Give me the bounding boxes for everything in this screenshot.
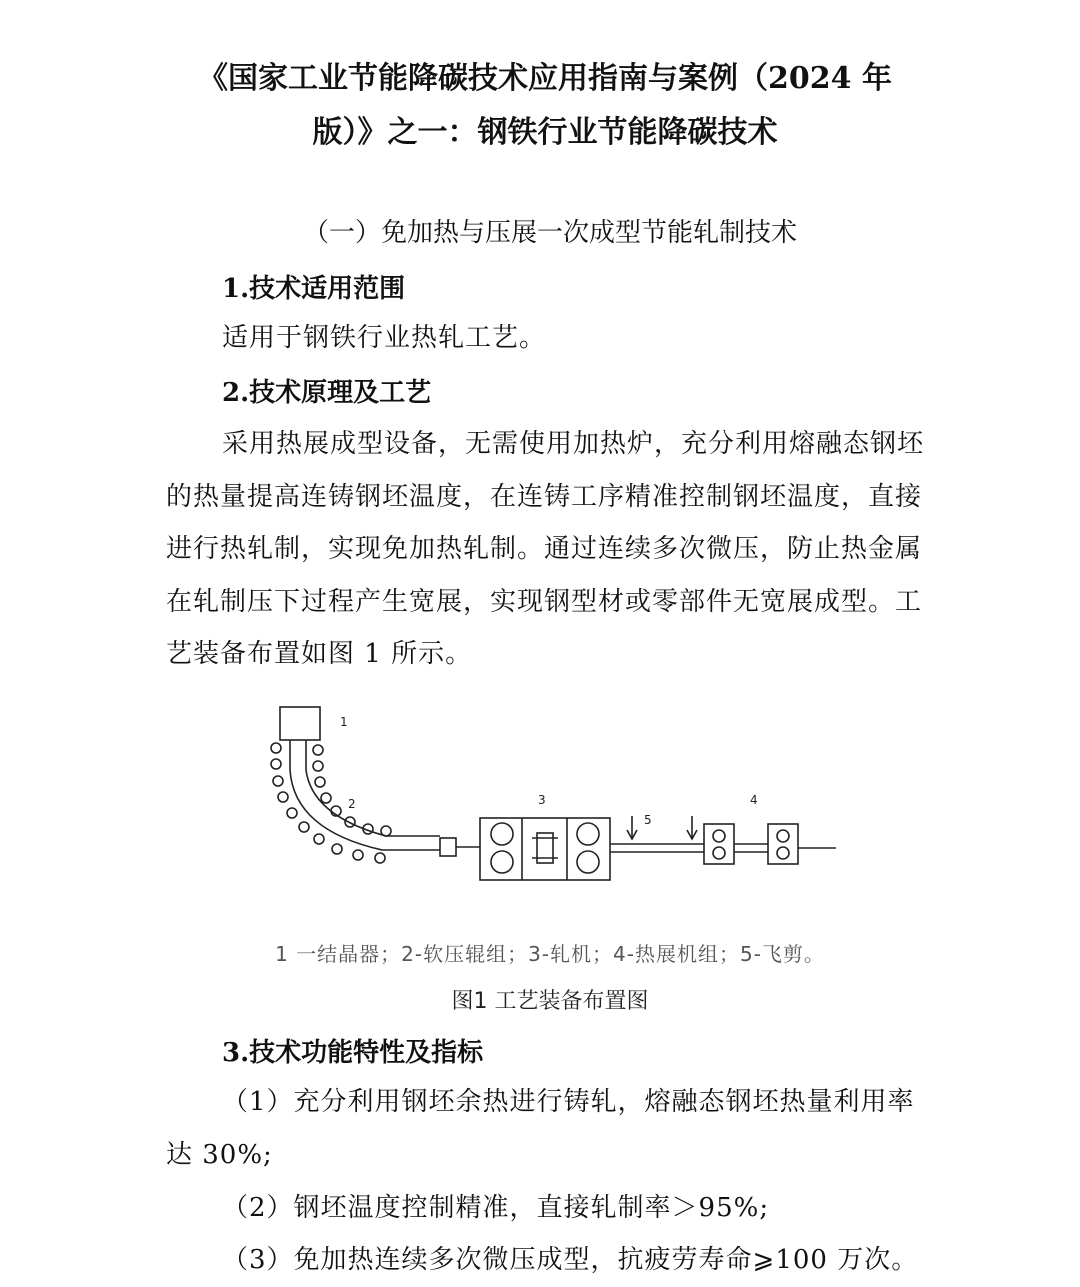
title-line-1: 《国家工业节能降碳技术应用指南与案例（2024 年 bbox=[198, 61, 892, 96]
figure-legend: 1 一结晶器；2-软压辊组；3-轧机；4-热展机组；5-飞剪。 bbox=[275, 942, 825, 966]
feature-item-3: （3）免加热连续多次微压成型，抗疲劳寿命⩾100 万次。 bbox=[222, 1245, 919, 1275]
label-3: 3 bbox=[538, 793, 546, 807]
label-2: 2 bbox=[348, 797, 356, 811]
section-title: （一）免加热与压展一次成型节能轧制技术 bbox=[302, 218, 797, 248]
title-line-2: 版）》之一：钢铁行业节能降碳技术 bbox=[312, 115, 778, 150]
label-4: 4 bbox=[750, 793, 758, 807]
feature-item-1: （1）充分利用钢坯余热进行铸轧，熔融态钢坯热量利用率达 30%; bbox=[166, 1087, 915, 1170]
heading-principle: 2.技术原理及工艺 bbox=[222, 378, 432, 408]
label-5: 5 bbox=[644, 813, 652, 827]
paragraph-scope: 适用于钢铁行业热轧工艺。 bbox=[222, 323, 547, 353]
paragraph-principle: 采用热展成型设备，无需使用加热炉，充分利用熔融态钢坯的热量提高连铸钢坯温度，在连铸工序精准控制钢坯温度，直接进行热轧制，实现免加热轧制。通过连续多次微压，防止热金属在轧制压下过程产生宽展，实现钢型材或零部件无宽展成型。工艺装备布置如图 1 所示。 bbox=[166, 429, 925, 669]
document-title bbox=[150, 52, 940, 160]
heading-scope: 1.技术适用范围 bbox=[222, 274, 406, 304]
label-1: 1 bbox=[340, 715, 348, 729]
strand-inner-wall bbox=[306, 740, 440, 836]
process-layout-diagram bbox=[262, 700, 842, 900]
rolling-mill bbox=[480, 818, 610, 880]
feature-item-2: （2）钢坯温度控制精准，直接轧制率＞95%; bbox=[222, 1193, 770, 1223]
figure-caption: 图1 工艺装备布置图 bbox=[451, 989, 649, 1014]
heading-features: 3.技术功能特性及指标 bbox=[222, 1038, 484, 1068]
crystallizer-box bbox=[280, 707, 320, 740]
